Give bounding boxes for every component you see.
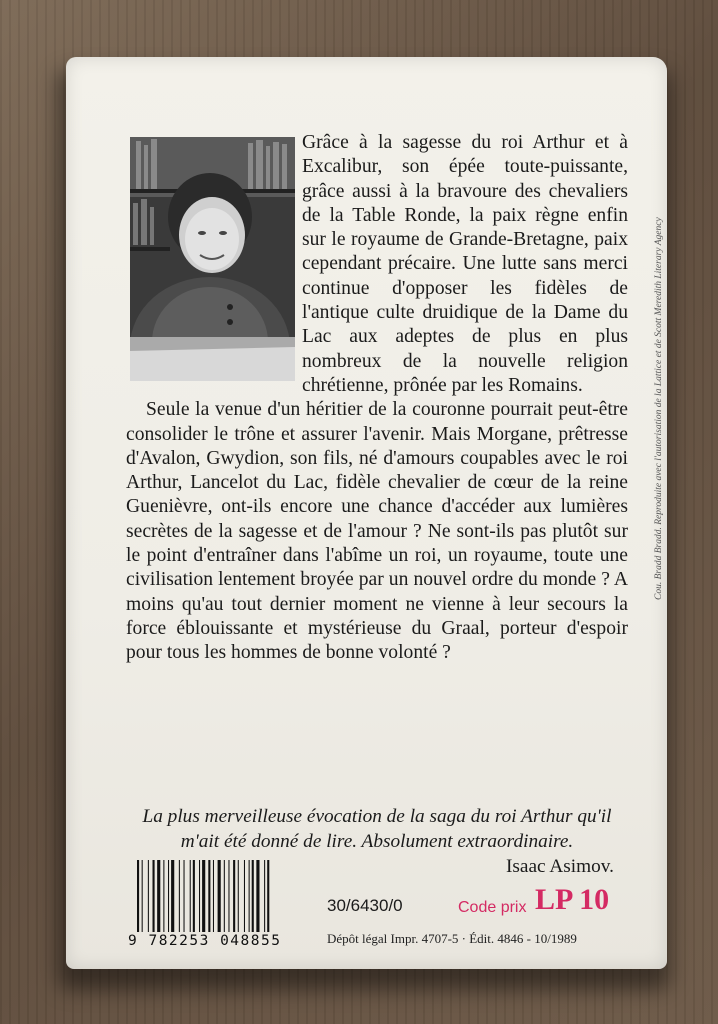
photo-float-space: [126, 131, 302, 393]
synopsis-text: [126, 131, 628, 666]
code-number: 30/6430/0: [327, 896, 403, 915]
depot-legal: Dépôt légal Impr. 4707-5 · Édit. 4846 - 10/1989: [327, 931, 577, 946]
isbn-number: 9 782253 048855: [128, 933, 282, 949]
synopsis-paragraph-2: Seule la venue d'un héritier de la couronne pourrait peut-être consolider le trône et assurer l'avenir. Mais Morgane, prêtresse d'Avalon, Gwydion, son fils, né d'amours coupables avec le roi Arthur, Lancelot du Lac, fidèle chevalier de cœur de la reine Guenièvre, ont-ils encore une chance d'accéder aux lumières secrètes de la sagesse et de l'amour ? Ne sont-ils pas plutôt sur le point d'entraîner dans l'abîme un roi, un royaume, toute une civilisation lentement broyée par un nouvel ordre du monde ? A moins qu'au tout dernier moment ne vienne à leur secours la force éblouissante et mystérieuse du Graal, porteur d'espoir pour tous les hommes de bonne volonté ?: [126, 399, 628, 664]
photo-credit: Cou. Bradd Bradd. Reproduite avec l'autorisation de la Lattice et de Scott Meredith Literary Agency: [654, 217, 664, 600]
review-quote: La plus merveilleuse évocation de la saga du roi Arthur qu'il m'ait été donné de lire. Absolument extraordinaire.: [142, 806, 612, 852]
barcode: [135, 860, 313, 932]
code-prix-label: Code prix: [458, 899, 527, 916]
price-code: LP 10: [535, 883, 610, 916]
synopsis-paragraph-1: Grâce à la sagesse du roi Arthur et à Excalibur, son épée toute-puissante, grâce aussi à la bravoure des chevaliers de la Table Ronde, la paix règne enfin sur le royaume de Grande-Bretagne, paix cependant précaire. Une lutte sans merci continue d'opposer les fidèles de l'antique culte druidique de la Dame du Lac aux adeptes de plus en plus nombreux de la nouvelle religion chrétienne, prônée par les Romains.: [302, 132, 628, 396]
quote-author: Isaac Asimov.: [506, 856, 614, 877]
